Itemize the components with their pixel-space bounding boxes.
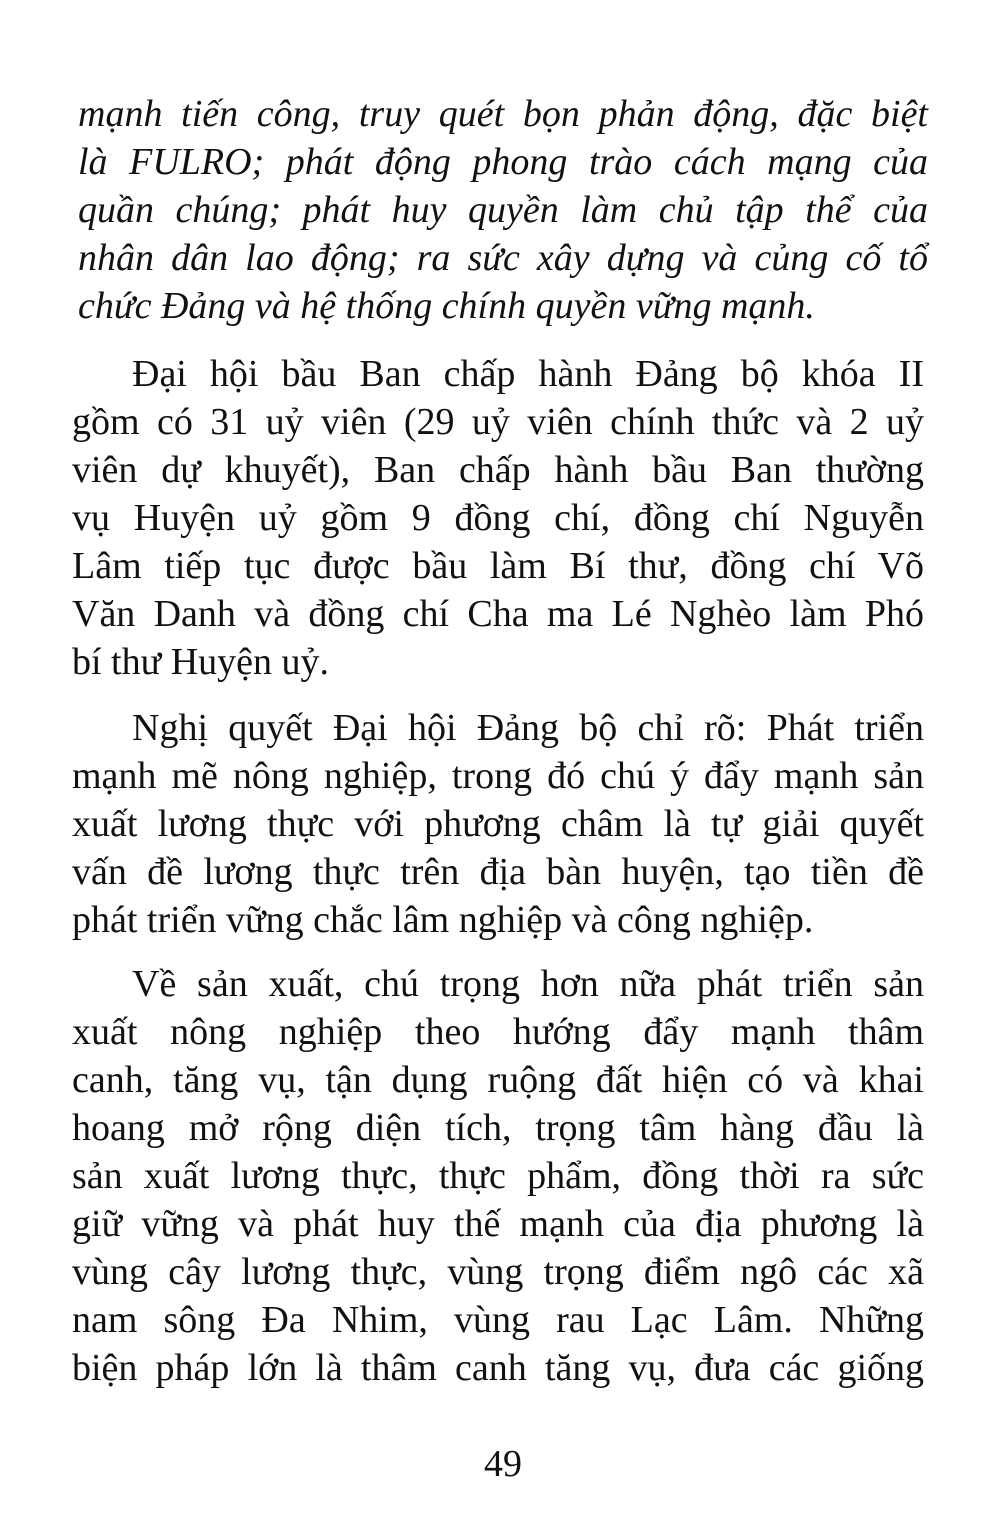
text-line: viên dự khuyết), Ban chấp hành bầu Ban thường — [72, 449, 924, 491]
text-line: Nghị quyết Đại hội Đảng bộ chỉ rõ: Phát triển — [132, 707, 924, 749]
text-line: bí thư Huyện uỷ. — [72, 641, 330, 683]
text-line: hoang mở rộng diện tích, trọng tâm hàng đầu là — [72, 1107, 924, 1149]
text-line: vùng cây lương thực, vùng trọng điểm ngô các xã — [72, 1251, 924, 1293]
text-line: vụ Huyện uỷ gồm 9 đồng chí, đồng chí Nguyễn — [72, 497, 924, 539]
text-line: canh, tăng vụ, tận dụng ruộng đất hiện có và khai — [72, 1059, 924, 1101]
text-line: mạnh tiến công, truy quét bọn phản động, đặc biệt — [78, 93, 928, 135]
text-line: xuất nông nghiệp theo hướng đẩy mạnh thâm — [72, 1011, 924, 1053]
text-line: sản xuất lương thực, thực phẩm, đồng thời ra sức — [72, 1155, 924, 1197]
text-line: giữ vững và phát huy thế mạnh của địa phương là — [72, 1203, 924, 1245]
text-line: Lâm tiếp tục được bầu làm Bí thư, đồng chí Võ — [72, 545, 924, 587]
text-line: vấn đề lương thực trên địa bàn huyện, tạo tiền đề — [72, 851, 924, 893]
text-line: phát triển vững chắc lâm nghiệp và công nghiệp. — [72, 899, 814, 941]
page-number: 49 — [484, 1443, 522, 1485]
text-line: quần chúng; phát huy quyền làm chủ tập thể của — [78, 189, 928, 231]
text-line: là FULRO; phát động phong trào cách mạng của — [78, 141, 928, 183]
text-line: Về sản xuất, chú trọng hơn nữa phát triển sản — [132, 963, 924, 1005]
text-line: nhân dân lao động; ra sức xây dựng và củng cố tổ — [78, 237, 928, 279]
text-line: biện pháp lớn là thâm canh tăng vụ, đưa các giống — [72, 1347, 924, 1389]
text-line: mạnh mẽ nông nghiệp, trong đó chú ý đẩy mạnh sản — [72, 755, 924, 797]
text-line: nam sông Đa Nhim, vùng rau Lạc Lâm. Những — [72, 1299, 924, 1341]
text-line: gồm có 31 uỷ viên (29 uỷ viên chính thức và 2 uỷ — [72, 401, 924, 443]
text-line: Đại hội bầu Ban chấp hành Đảng bộ khóa II — [132, 353, 924, 395]
text-line: chức Đảng và hệ thống chính quyền vững mạnh. — [78, 285, 815, 327]
text-line: xuất lương thực với phương châm là tự giải quyết — [72, 803, 924, 845]
text-line: Văn Danh và đồng chí Cha ma Lé Nghèo làm Phó — [72, 593, 924, 635]
